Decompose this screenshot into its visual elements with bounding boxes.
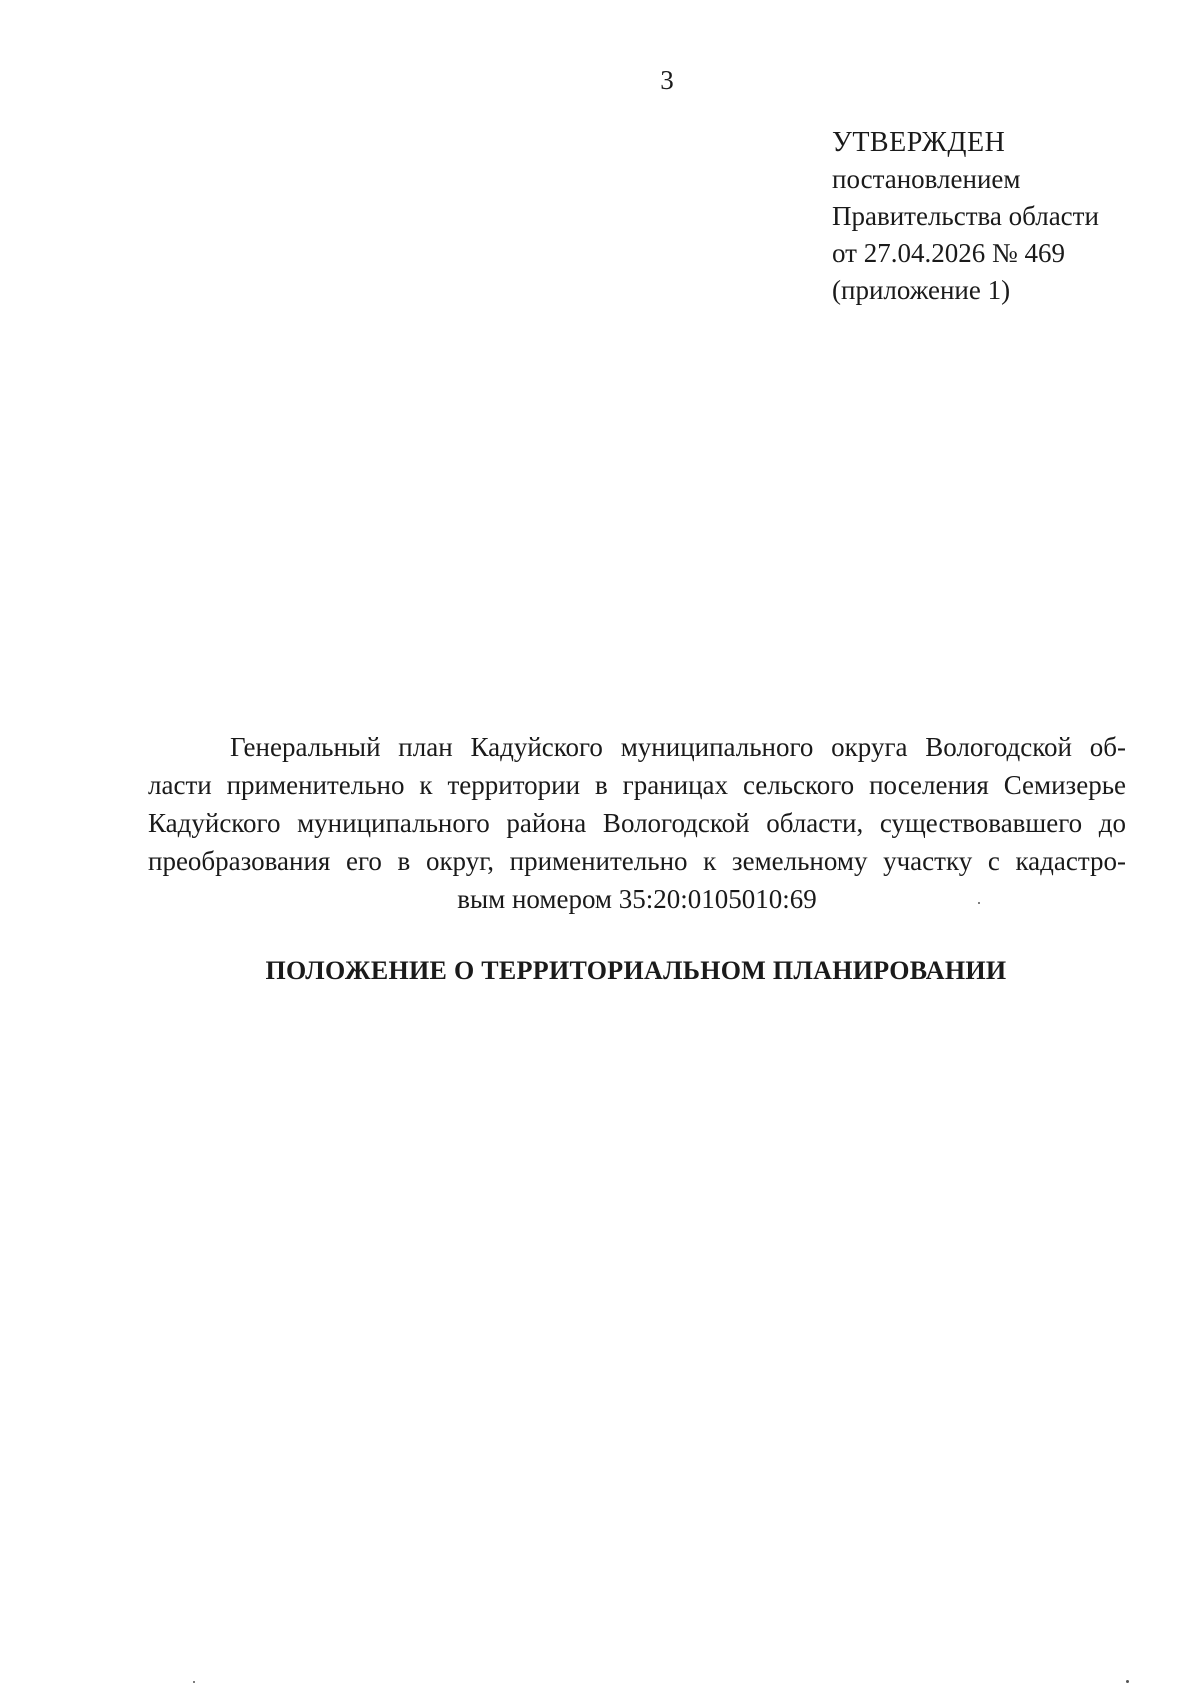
plan-title <box>148 728 1126 918</box>
plan-title-line: Кадуйского муниципального района Вологодской области, существовавшего до <box>148 808 1126 838</box>
plan-title-line: ласти применительно к территории в границах сельского поселения Семизерье <box>148 770 1126 800</box>
scan-speck <box>1126 1680 1129 1683</box>
plan-title-line: Генеральный план Кадуйского муниципального округа Вологодской об- <box>230 732 1126 762</box>
approval-appendix: (приложение 1) <box>832 275 1011 305</box>
approval-line: постановлением <box>832 164 1021 194</box>
plan-title-line: преобразования его в округ, применительно к земельному участку с кадастро- <box>148 846 1126 876</box>
scan-speck <box>978 902 980 904</box>
approval-date-number: от 27.04.2026 № 469 <box>832 238 1065 268</box>
section-heading: ПОЛОЖЕНИЕ О ТЕРРИТОРИАЛЬНОМ ПЛАНИРОВАНИИ <box>265 956 1007 985</box>
approval-title: УТВЕРЖДЕН <box>832 127 1006 158</box>
approval-stamp <box>832 124 1099 309</box>
scan-speck <box>193 1681 195 1683</box>
approval-line: Правительства области <box>832 201 1099 231</box>
page-number: 3 <box>660 65 674 95</box>
plan-title-line: вым номером 35:20:0105010:69 <box>457 884 817 914</box>
